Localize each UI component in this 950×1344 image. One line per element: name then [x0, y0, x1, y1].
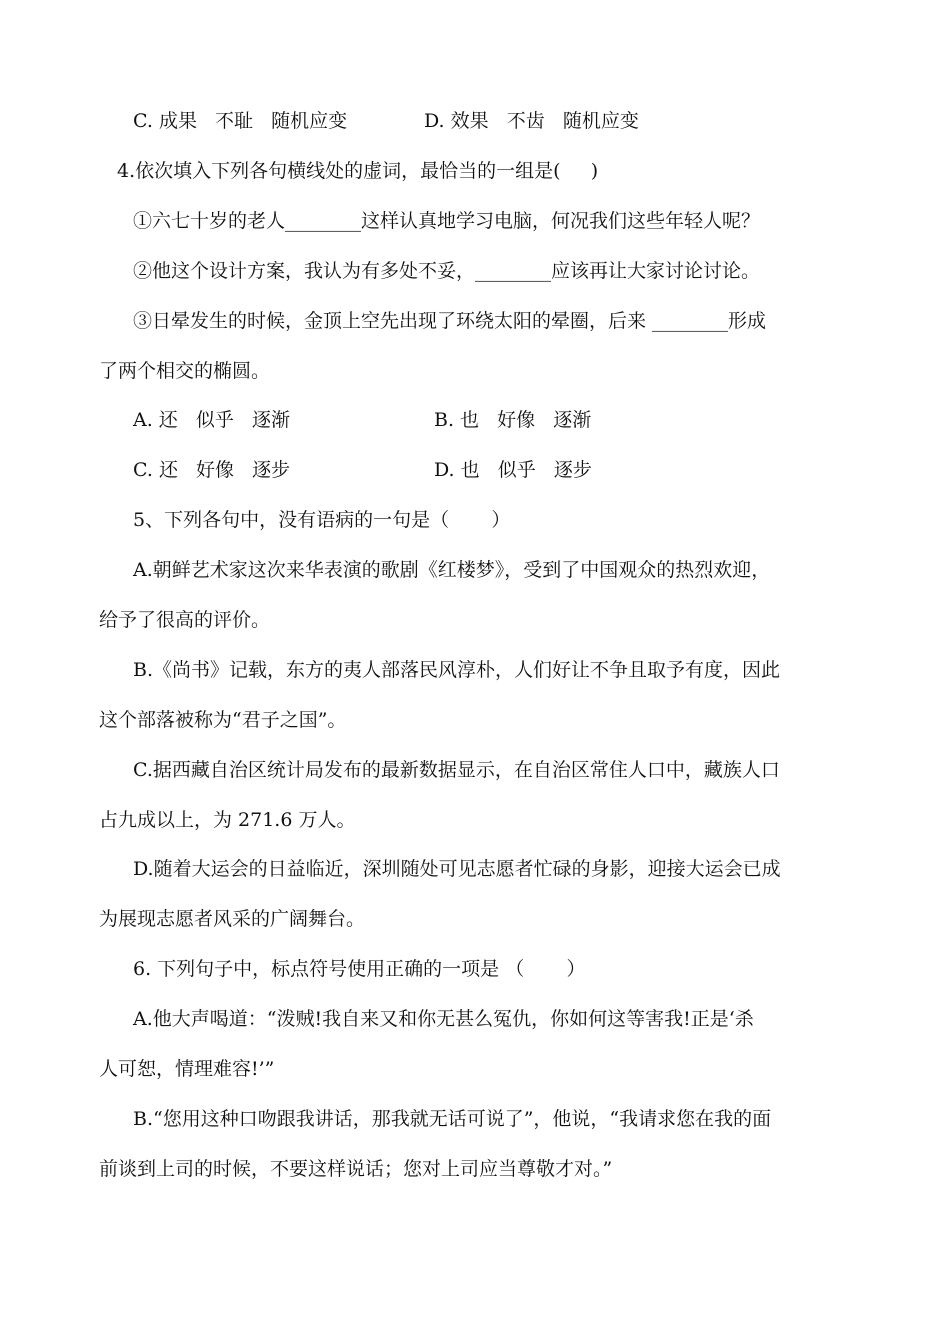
- q5-option-c-line-2: 占九成以上，为 271.6 万人。: [99, 809, 356, 831]
- q5-option-a-line-2: 给予了很高的评价。: [99, 609, 271, 631]
- q6-option-b-line-1: B.“您用这种口吻跟我讲话，那我就无话可说了”，他说，“我请求您在我的面: [133, 1108, 772, 1130]
- q6-stem: 6. 下列句子中，标点符号使用正确的一项是 （ ）: [133, 958, 586, 980]
- q4-sentence-2: ②他这个设计方案，我认为有多处不妥，________应该再让大家讨论讨论。: [133, 260, 761, 282]
- q4-sentence-1: ①六七十岁的老人________这样认真地学习电脑，何况我们这些年轻人呢？: [133, 210, 761, 232]
- q4-options-row-1: [0, 411, 950, 433]
- q4-option-d: D. 也 似乎 逐步: [434, 459, 592, 481]
- q4-sentence-3-line-1: ③日晕发生的时候，金顶上空先出现了环绕太阳的晕圈，后来 ________形成: [133, 310, 767, 332]
- q3-options-row: [0, 112, 950, 134]
- q3-option-c: C. 成果 不耻 随机应变: [133, 110, 348, 132]
- q4-option-a: A. 还 似乎 逐渐: [133, 409, 291, 431]
- q4-stem: 4.依次填入下列各句横线处的虚词，最恰当的一组是( ): [117, 160, 599, 182]
- q5-option-a-line-1: A.朝鲜艺术家这次来华表演的歌剧《红楼梦》，受到了中国观众的热烈欢迎，: [133, 559, 771, 581]
- q6-option-a-line-2: 人可恕，情理难容!’”: [99, 1058, 275, 1080]
- q5-option-d-line-2: 为展现志愿者风采的广阔舞台。: [99, 908, 366, 930]
- q4-sentence-3-line-2: 了两个相交的椭圆。: [99, 360, 271, 382]
- q6-option-b-line-2: 前谈到上司的时候，不要这样说话；您对上司应当尊敬才对。”: [99, 1158, 613, 1180]
- q5-stem: 5、下列各句中，没有语病的一句是（ ）: [133, 509, 511, 531]
- q6-option-a-line-1: A.他大声喝道：“泼贼!我自来又和你无甚么冤仇，你如何这等害我!正是‘杀: [133, 1008, 754, 1030]
- q5-option-b-line-1: B.《尚书》记载，东方的夷人部落民风淳朴，人们好让不争且取予有度，因此: [133, 659, 781, 681]
- q3-option-d: D. 效果 不齿 随机应变: [424, 110, 639, 132]
- q4-option-c: C. 还 好像 逐步: [133, 459, 291, 481]
- q5-option-d-line-1: D.随着大运会的日益临近，深圳随处可见志愿者忙碌的身影，迎接大运会已成: [133, 858, 781, 880]
- q5-option-c-line-1: C.据西藏自治区统计局发布的最新数据显示，在自治区常住人口中，藏族人口: [133, 759, 780, 781]
- q5-option-b-line-2: 这个部落被称为“君子之国”。: [99, 709, 347, 731]
- q4-options-row-2: [0, 461, 950, 483]
- q4-option-b: B. 也 好像 逐渐: [434, 409, 592, 431]
